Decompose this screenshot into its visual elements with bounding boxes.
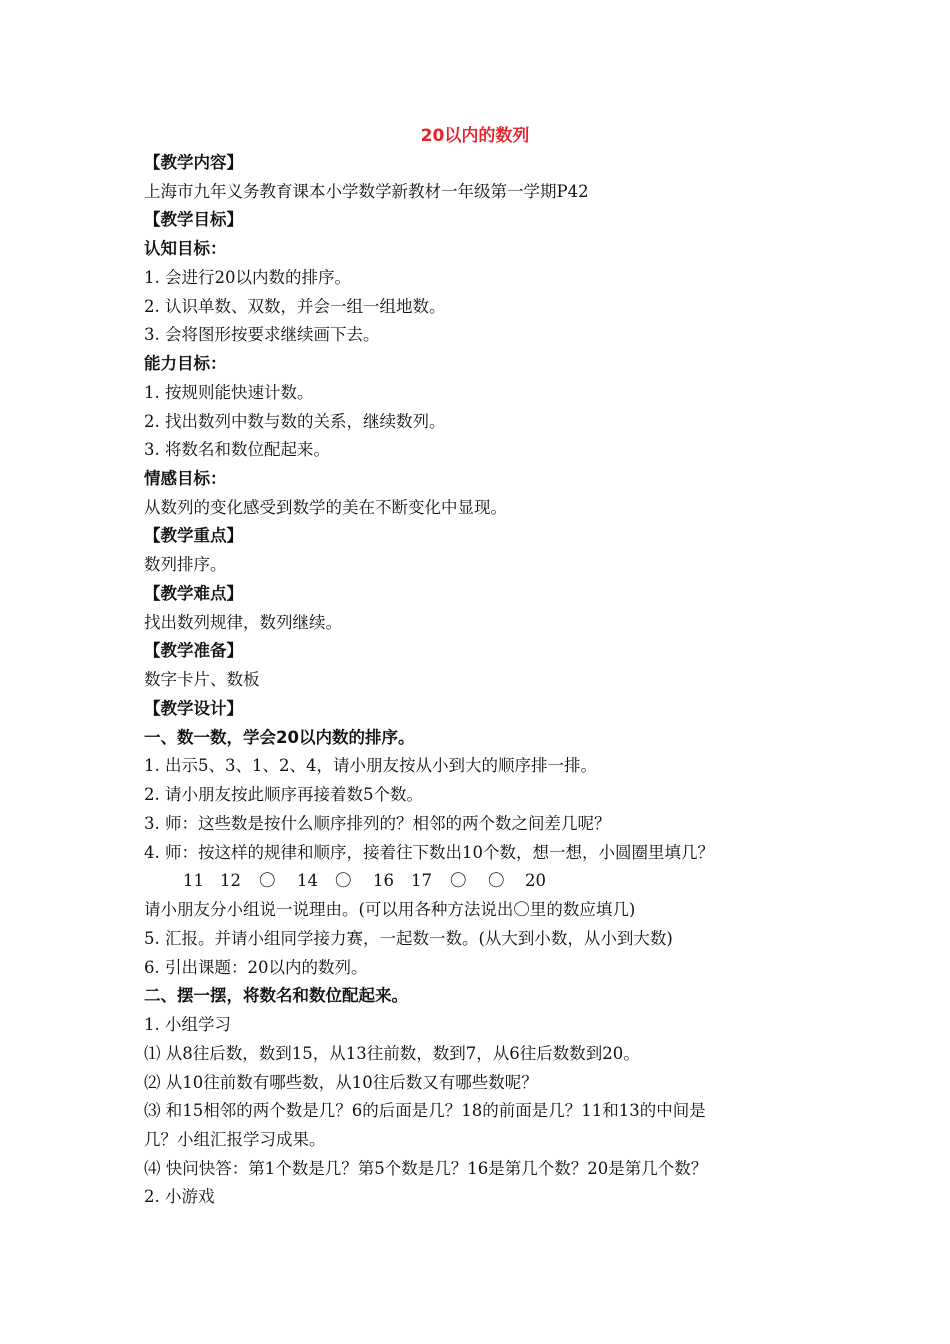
heading-preparation: 【教学准备】 bbox=[144, 641, 243, 660]
ability-goal-item: 1. 按规则能快速计数。 bbox=[144, 383, 314, 402]
section-1-item: 2. 请小朋友按此顺序再接着数5个数。 bbox=[144, 785, 423, 804]
section-2-subitem: ⑷ 快问快答：第1个数是几？第5个数是几？16是第几个数？20是第几个数？ bbox=[144, 1159, 708, 1178]
sequence-blank-circle: 〇 bbox=[335, 871, 352, 890]
section-1-note: 请小朋友分小组说一说理由。(可以用各种方法说出〇里的数应填几) bbox=[144, 900, 636, 919]
section-2-title: 二、摆一摆，将数名和数位配起来。 bbox=[144, 986, 408, 1005]
ability-goal-item: 3. 将数名和数位配起来。 bbox=[144, 440, 330, 459]
section-2-item: 1. 小组学习 bbox=[144, 1015, 231, 1034]
sequence-number: 14 bbox=[297, 871, 318, 890]
section-1-item: 1. 出示5、3、1、2、4，请小朋友按从小到大的顺序排一排。 bbox=[144, 756, 597, 775]
sequence-blank-circle: 〇 bbox=[259, 871, 276, 890]
sequence-blank-circle: 〇 bbox=[488, 871, 505, 890]
preparation-text: 数字卡片、数板 bbox=[144, 670, 260, 689]
heading-key-point: 【教学重点】 bbox=[144, 526, 243, 545]
sequence-number: 17 bbox=[411, 871, 432, 890]
ability-goal-item: 2. 找出数列中数与数的关系，继续数列。 bbox=[144, 412, 446, 431]
emotion-goal-title: 情感目标： bbox=[144, 469, 227, 488]
section-2-subitem: ⑴ 从8往后数，数到15，从13往前数，数到7，从6往后数数到20。 bbox=[144, 1044, 640, 1063]
sequence-number: 20 bbox=[525, 871, 546, 890]
section-2-subitem-continued: 几？小组汇报学习成果。 bbox=[144, 1130, 326, 1149]
section-1-item: 4. 师：按这样的规律和顺序，接着往下数出10个数，想一想，小圆圈里填几？ bbox=[144, 843, 714, 862]
section-2-subitem: ⑵ 从10往前数有哪些数，从10往后数又有哪些数呢？ bbox=[144, 1073, 538, 1092]
ability-goal-title: 能力目标： bbox=[144, 354, 227, 373]
sequence-number: 16 bbox=[373, 871, 394, 890]
section-1-item: 5. 汇报。并请小组同学接力赛，一起数一数。(从大到小数，从小到大数) bbox=[144, 929, 673, 948]
cognitive-goal-item: 2. 认识单数、双数，并会一组一组地数。 bbox=[144, 297, 446, 316]
heading-difficulty: 【教学难点】 bbox=[144, 584, 243, 603]
section-1-item: 3. 师：这些数是按什么顺序排列的？相邻的两个数之间差几呢？ bbox=[144, 814, 611, 833]
cognitive-goal-item: 1. 会进行20以内数的排序。 bbox=[144, 268, 351, 287]
heading-goals: 【教学目标】 bbox=[144, 210, 243, 229]
content-text: 上海市九年义务教育课本小学数学新教材一年级第一学期P42 bbox=[144, 182, 589, 201]
sequence-number: 12 bbox=[220, 871, 241, 890]
section-2-item: 2. 小游戏 bbox=[144, 1187, 215, 1206]
section-2-subitem: ⑶ 和15相邻的两个数是几？6的后面是几？18的前面是几？11和13的中间是 bbox=[144, 1101, 706, 1120]
sequence-blank-circle: 〇 bbox=[450, 871, 467, 890]
cognitive-goal-item: 3. 会将图形按要求继续画下去。 bbox=[144, 325, 380, 344]
section-1-item: 6. 引出课题：20以内的数列。 bbox=[144, 958, 368, 977]
section-1-title: 一、数一数，学会20以内数的排序。 bbox=[144, 728, 415, 747]
emotion-goal-text: 从数列的变化感受到数学的美在不断变化中显现。 bbox=[144, 498, 507, 517]
heading-design: 【教学设计】 bbox=[144, 699, 243, 718]
sequence-number: 11 bbox=[183, 871, 204, 890]
document-title: 20以内的数列 bbox=[420, 126, 530, 146]
cognitive-goal-title: 认知目标： bbox=[144, 239, 227, 258]
heading-content: 【教学内容】 bbox=[144, 153, 243, 172]
key-point-text: 数列排序。 bbox=[144, 555, 227, 574]
difficulty-text: 找出数列规律，数列继续。 bbox=[144, 613, 342, 632]
